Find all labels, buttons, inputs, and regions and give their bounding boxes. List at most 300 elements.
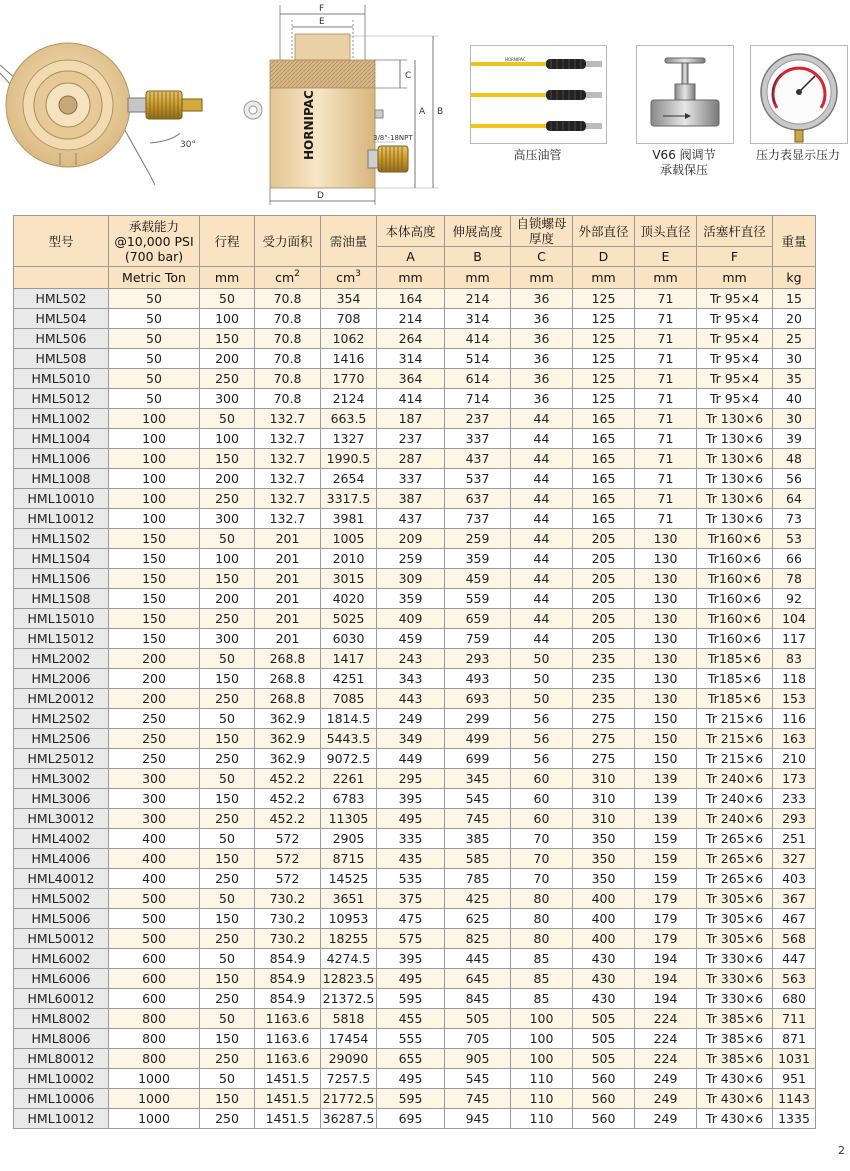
cell-lock-nut: 44 [511,609,573,629]
cell-top-diameter: 71 [635,489,697,509]
cell-stroke: 150 [200,1089,255,1109]
cell-lock-nut: 36 [511,369,573,389]
cell-extended-height: 945 [445,1109,511,1129]
cell-oil: 4251 [321,669,377,689]
cell-outer-diameter: 125 [573,309,635,329]
cell-weight: 83 [773,649,816,669]
cell-rod-diameter: Tr 95×4 [697,289,773,309]
cell-lock-nut: 44 [511,549,573,569]
cell-oil: 663.5 [321,409,377,429]
cell-extended-height: 505 [445,1009,511,1029]
cell-model: HML1006 [14,449,109,469]
col-header-model: 型号 [14,216,109,267]
cell-stroke: 150 [200,1029,255,1049]
cell-extended-height: 714 [445,389,511,409]
cell-top-diameter: 249 [635,1069,697,1089]
cell-rod-diameter: Tr 95×4 [697,349,773,369]
cell-stroke: 150 [200,329,255,349]
cell-rod-diameter: Tr 305×6 [697,889,773,909]
table-row [14,529,816,549]
cell-rod-diameter: Tr 130×6 [697,429,773,449]
lock-nut-header-line1: 自锁螺母 [516,216,567,231]
cell-extended-height: 705 [445,1029,511,1049]
cell-area: 362.9 [255,709,321,729]
cell-capacity: 1000 [109,1109,200,1129]
cell-area: 1163.6 [255,1029,321,1049]
cell-body-height: 437 [377,509,445,529]
cell-outer-diameter: 165 [573,449,635,469]
cell-lock-nut: 100 [511,1049,573,1069]
cell-capacity: 200 [109,689,200,709]
dim-b-label: B [437,107,444,117]
cell-capacity: 800 [109,1029,200,1049]
cell-top-diameter: 130 [635,549,697,569]
dim-c-label: C [405,71,412,81]
table-row [14,1109,816,1129]
unit-c: mm [511,267,573,289]
cell-body-height: 535 [377,869,445,889]
cell-body-height: 214 [377,309,445,329]
cell-rod-diameter: Tr 330×6 [697,949,773,969]
npt-label: 3/8"-18NPT [373,134,413,142]
cell-weight: 871 [773,1029,816,1049]
cell-top-diameter: 139 [635,769,697,789]
cell-body-height: 595 [377,989,445,1009]
cell-lock-nut: 44 [511,529,573,549]
cell-body-height: 243 [377,649,445,669]
cell-top-diameter: 130 [635,609,697,629]
cell-stroke: 50 [200,409,255,429]
cell-rod-diameter: Tr 330×6 [697,969,773,989]
cell-stroke: 50 [200,1069,255,1089]
cell-area: 70.8 [255,369,321,389]
cell-stroke: 50 [200,1009,255,1029]
unit-oil [321,267,377,289]
valve-icon [637,46,733,143]
cell-rod-diameter: Tr160×6 [697,569,773,589]
cell-oil: 2654 [321,469,377,489]
cell-outer-diameter: 165 [573,509,635,529]
cell-model: HML1506 [14,569,109,589]
cell-outer-diameter: 350 [573,869,635,889]
cell-oil: 12823.5 [321,969,377,989]
cell-outer-diameter: 125 [573,369,635,389]
cell-lock-nut: 60 [511,769,573,789]
cell-area: 452.2 [255,789,321,809]
cell-stroke: 250 [200,749,255,769]
cell-lock-nut: 56 [511,749,573,769]
cell-oil: 21772.5 [321,1089,377,1109]
cell-body-height: 337 [377,469,445,489]
table-row [14,669,816,689]
cell-model: HML508 [14,349,109,369]
cell-model: HML25012 [14,749,109,769]
cell-body-height: 495 [377,1069,445,1089]
cell-model: HML10002 [14,1069,109,1089]
cell-capacity: 300 [109,809,200,829]
cell-model: HML60012 [14,989,109,1009]
cell-lock-nut: 36 [511,309,573,329]
cell-body-height: 414 [377,389,445,409]
cell-stroke: 150 [200,849,255,869]
cell-oil: 21372.5 [321,989,377,1009]
cell-top-diameter: 139 [635,809,697,829]
cell-lock-nut: 50 [511,689,573,709]
cell-capacity: 150 [109,589,200,609]
table-row [14,609,816,629]
cell-oil: 5025 [321,609,377,629]
cell-model: HML8002 [14,1009,109,1029]
cell-lock-nut: 36 [511,289,573,309]
cell-top-diameter: 194 [635,969,697,989]
cell-rod-diameter: Tr 330×6 [697,989,773,1009]
cell-area: 70.8 [255,389,321,409]
table-row [14,1049,816,1069]
cell-oil: 1814.5 [321,709,377,729]
cell-capacity: 100 [109,509,200,529]
cell-top-diameter: 179 [635,909,697,929]
cell-stroke: 150 [200,449,255,469]
cell-model: HML5012 [14,389,109,409]
cell-capacity: 50 [109,369,200,389]
cell-rod-diameter: Tr 240×6 [697,809,773,829]
cell-weight: 30 [773,409,816,429]
cell-body-height: 395 [377,949,445,969]
cell-area: 70.8 [255,289,321,309]
cell-capacity: 600 [109,989,200,1009]
product-illustrations [0,0,850,210]
cell-weight: 48 [773,449,816,469]
cell-top-diameter: 71 [635,349,697,369]
cell-outer-diameter: 400 [573,909,635,929]
col-header-lock-nut [511,216,573,247]
cell-stroke: 250 [200,609,255,629]
cell-rod-diameter: Tr 130×6 [697,409,773,429]
cell-model: HML5006 [14,909,109,929]
cell-lock-nut: 80 [511,909,573,929]
cell-weight: 173 [773,769,816,789]
unit-e: mm [635,267,697,289]
cell-model: HML1008 [14,469,109,489]
cell-rod-diameter: Tr 95×4 [697,389,773,409]
cell-extended-height: 659 [445,609,511,629]
cell-model: HML10012 [14,1109,109,1129]
cell-weight: 73 [773,509,816,529]
cell-oil: 1990.5 [321,449,377,469]
cell-extended-height: 745 [445,809,511,829]
table-row [14,849,816,869]
cell-stroke: 200 [200,589,255,609]
col-header-rod-diameter: 活塞杆直径 [697,216,773,247]
cell-stroke: 250 [200,809,255,829]
cell-model: HML80012 [14,1049,109,1069]
cell-weight: 210 [773,749,816,769]
cell-outer-diameter: 505 [573,1049,635,1069]
cell-top-diameter: 159 [635,849,697,869]
cell-extended-height: 625 [445,909,511,929]
cell-extended-height: 359 [445,549,511,569]
cell-top-diameter: 130 [635,529,697,549]
table-row [14,689,816,709]
cell-body-height: 335 [377,829,445,849]
table-row [14,989,816,1009]
cell-oil: 14525 [321,869,377,889]
cell-area: 132.7 [255,429,321,449]
cell-body-height: 555 [377,1029,445,1049]
cell-capacity: 200 [109,649,200,669]
cell-oil: 1005 [321,529,377,549]
cell-rod-diameter: Tr 430×6 [697,1089,773,1109]
table-row [14,449,816,469]
cell-body-height: 435 [377,849,445,869]
cell-oil: 8715 [321,849,377,869]
cell-top-diameter: 130 [635,629,697,649]
cell-lock-nut: 44 [511,489,573,509]
cell-rod-diameter: Tr 215×6 [697,749,773,769]
cell-stroke: 50 [200,289,255,309]
cell-weight: 951 [773,1069,816,1089]
cell-lock-nut: 85 [511,949,573,969]
cell-area: 452.2 [255,769,321,789]
cell-oil: 354 [321,289,377,309]
unit-b: mm [445,267,511,289]
cell-oil: 1770 [321,369,377,389]
cell-outer-diameter: 165 [573,469,635,489]
cell-top-diameter: 130 [635,669,697,689]
cell-lock-nut: 80 [511,889,573,909]
cell-outer-diameter: 430 [573,949,635,969]
cell-capacity: 50 [109,349,200,369]
cell-stroke: 250 [200,489,255,509]
cell-area: 1451.5 [255,1069,321,1089]
cell-model: HML2002 [14,649,109,669]
cell-capacity: 800 [109,1009,200,1029]
unit-weight: kg [773,267,816,289]
cell-extended-height: 637 [445,489,511,509]
cell-area: 268.8 [255,649,321,669]
table-row [14,949,816,969]
cell-lock-nut: 100 [511,1029,573,1049]
table-row [14,369,816,389]
capacity-header-line2: @10,000 PSI [114,233,194,249]
cell-capacity: 400 [109,869,200,889]
cell-oil: 7257.5 [321,1069,377,1089]
cell-weight: 20 [773,309,816,329]
cell-extended-height: 299 [445,709,511,729]
cell-extended-height: 385 [445,829,511,849]
valve-photo [636,45,734,144]
cell-lock-nut: 56 [511,729,573,749]
cell-outer-diameter: 165 [573,429,635,449]
cell-stroke: 50 [200,649,255,669]
cell-lock-nut: 44 [511,569,573,589]
cell-oil: 2010 [321,549,377,569]
cell-area: 572 [255,849,321,869]
cell-area: 730.2 [255,929,321,949]
cell-outer-diameter: 310 [573,789,635,809]
cell-lock-nut: 85 [511,969,573,989]
cell-top-diameter: 71 [635,369,697,389]
cell-area: 132.7 [255,449,321,469]
cell-lock-nut: 44 [511,469,573,489]
cell-extended-height: 759 [445,629,511,649]
cell-top-diameter: 71 [635,429,697,449]
cell-area: 70.8 [255,309,321,329]
cell-rod-diameter: Tr185×6 [697,649,773,669]
cell-model: HML1004 [14,429,109,449]
cell-outer-diameter: 275 [573,709,635,729]
table-row [14,929,816,949]
dim-f-label: F [319,4,325,14]
cell-oil: 29090 [321,1049,377,1069]
cell-lock-nut: 36 [511,349,573,369]
cell-oil: 2124 [321,389,377,409]
unit-oil-exp: 3 [355,269,361,279]
table-row [14,809,816,829]
cell-weight: 251 [773,829,816,849]
hose-photo [470,45,607,144]
table-row [14,549,816,569]
cell-rod-diameter: Tr 215×6 [697,709,773,729]
cell-stroke: 150 [200,669,255,689]
cell-oil: 3317.5 [321,489,377,509]
cell-top-diameter: 150 [635,729,697,749]
cell-oil: 3015 [321,569,377,589]
cell-lock-nut: 44 [511,449,573,469]
cell-extended-height: 559 [445,589,511,609]
cell-body-height: 375 [377,889,445,909]
cell-rod-diameter: Tr160×6 [697,589,773,609]
cell-capacity: 500 [109,929,200,949]
cell-outer-diameter: 560 [573,1109,635,1129]
cell-body-height: 295 [377,769,445,789]
table-row [14,409,816,429]
cell-area: 1163.6 [255,1049,321,1069]
cell-capacity: 500 [109,909,200,929]
table-row [14,729,816,749]
cell-extended-height: 585 [445,849,511,869]
cell-stroke: 150 [200,909,255,929]
col-header-oil: 需油量 [321,216,377,267]
cell-body-height: 309 [377,569,445,589]
cell-body-height: 495 [377,809,445,829]
cell-oil: 708 [321,309,377,329]
cell-top-diameter: 130 [635,569,697,589]
cell-oil: 6783 [321,789,377,809]
cell-extended-height: 499 [445,729,511,749]
cell-body-height: 359 [377,589,445,609]
cell-top-diameter: 224 [635,1049,697,1069]
cell-body-height: 364 [377,369,445,389]
cell-outer-diameter: 205 [573,549,635,569]
cell-body-height: 187 [377,409,445,429]
cell-top-diameter: 71 [635,329,697,349]
cell-weight: 1031 [773,1049,816,1069]
cell-body-height: 349 [377,729,445,749]
cell-top-diameter: 71 [635,509,697,529]
letter-a: A [377,247,445,267]
cell-stroke: 300 [200,509,255,529]
cell-stroke: 300 [200,389,255,409]
cell-weight: 447 [773,949,816,969]
cell-lock-nut: 50 [511,669,573,689]
valve-caption-line1: V66 阀调节 [652,148,716,162]
cell-weight: 40 [773,389,816,409]
cell-extended-height: 825 [445,929,511,949]
cell-stroke: 250 [200,869,255,889]
cell-capacity: 300 [109,769,200,789]
cell-model: HML15010 [14,609,109,629]
cell-capacity: 1000 [109,1089,200,1109]
col-header-body-height: 本体高度 [377,216,445,247]
cell-extended-height: 337 [445,429,511,449]
unit-area-base: cm [275,270,295,285]
cell-model: HML1508 [14,589,109,609]
cell-area: 268.8 [255,669,321,689]
cell-capacity: 500 [109,889,200,909]
cell-weight: 104 [773,609,816,629]
cell-capacity: 250 [109,729,200,749]
capacity-header-line3: (700 bar) [124,248,184,264]
letter-e: E [635,247,697,267]
table-row [14,429,816,449]
unit-a: mm [377,267,445,289]
cell-outer-diameter: 310 [573,769,635,789]
cell-outer-diameter: 235 [573,689,635,709]
cell-stroke: 150 [200,569,255,589]
cell-extended-height: 785 [445,869,511,889]
cell-area: 132.7 [255,489,321,509]
cell-stroke: 200 [200,349,255,369]
cell-top-diameter: 71 [635,449,697,469]
cell-lock-nut: 70 [511,849,573,869]
valve-caption-line2: 承载保压 [659,163,708,177]
cell-weight: 327 [773,849,816,869]
cell-oil: 1416 [321,349,377,369]
cell-weight: 116 [773,709,816,729]
dim-a-label: A [419,107,426,117]
table-row [14,1089,816,1109]
dim-e-label: E [319,17,325,27]
cell-lock-nut: 56 [511,709,573,729]
cell-outer-diameter: 205 [573,609,635,629]
cell-area: 854.9 [255,989,321,1009]
cell-weight: 92 [773,589,816,609]
cell-body-height: 259 [377,549,445,569]
cell-stroke: 250 [200,369,255,389]
cell-outer-diameter: 205 [573,569,635,589]
cell-capacity: 150 [109,549,200,569]
cell-rod-diameter: Tr 385×6 [697,1009,773,1029]
cell-outer-diameter: 560 [573,1069,635,1089]
cell-area: 201 [255,609,321,629]
cell-rod-diameter: Tr 130×6 [697,509,773,529]
cell-body-height: 249 [377,709,445,729]
cell-oil: 4274.5 [321,949,377,969]
cell-top-diameter: 71 [635,409,697,429]
unit-stroke: mm [200,267,255,289]
cell-lock-nut: 100 [511,1009,573,1029]
cell-rod-diameter: Tr 265×6 [697,869,773,889]
cell-body-height: 495 [377,969,445,989]
cell-lock-nut: 36 [511,389,573,409]
cell-stroke: 150 [200,969,255,989]
cell-body-height: 395 [377,789,445,809]
table-row [14,789,816,809]
cell-extended-height: 293 [445,649,511,669]
cell-top-diameter: 139 [635,789,697,809]
cell-body-height: 575 [377,929,445,949]
